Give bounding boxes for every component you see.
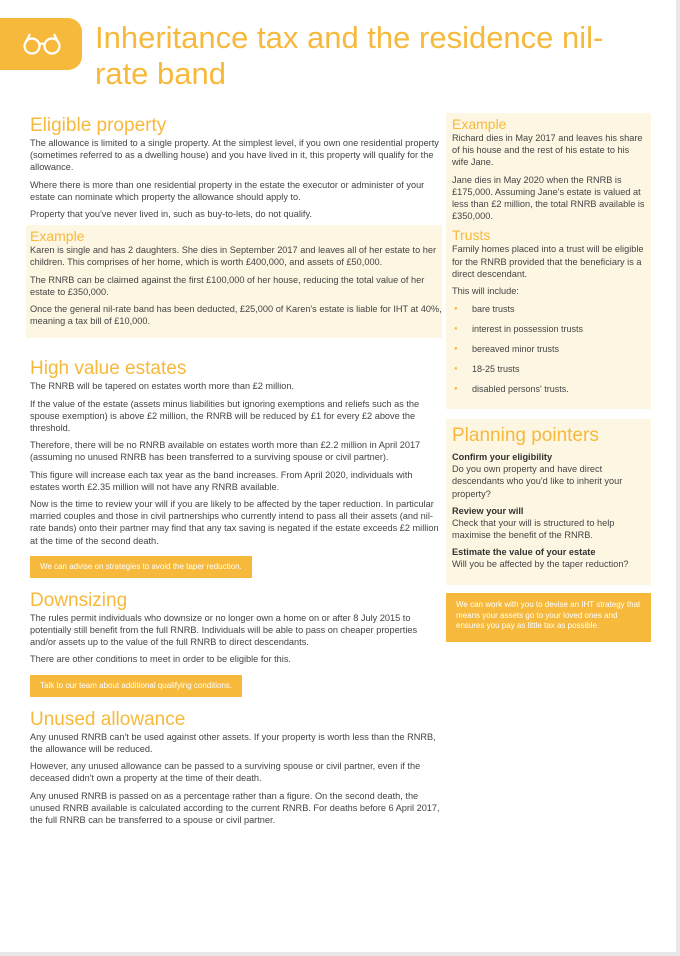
- high-value-p4: This figure will increase each tax year as the band increases. From April 2020, individuals with estates worth £2.35 million will not have any RNRB available.: [30, 469, 413, 492]
- header-tab: [0, 18, 82, 70]
- example1-p2: The RNRB can be claimed against the first £100,000 of her house, reducing the total value of her estate to £350,000.: [30, 274, 425, 297]
- eligible-property-heading: Eligible property: [30, 115, 167, 136]
- trusts-p1: Family homes placed into a trust will be eligible for the RNRB provided that the beneficiary is a direct descendant.: [452, 244, 644, 279]
- glasses-icon: [22, 32, 62, 56]
- pointer-text-estimate: Will you be affected by the taper reduction?: [452, 559, 629, 570]
- example1-p3: Once the general nil-rate band has been deducted, £25,000 of Karen's estate is liable for IHT at 40%, meaning a tax bill of £10,000.: [30, 304, 442, 327]
- left-column: [30, 115, 442, 831]
- example2-p1: Richard dies in May 2017 and leaves his share of his house and the rest of his estate to his wife Jane.: [452, 133, 643, 168]
- downsizing-heading: Downsizing: [30, 589, 128, 611]
- eligible-p3: Property that you've never lived in, such as buy-to-lets, do not qualify.: [30, 209, 312, 220]
- eligible-p2: Where there is more than one residential property in the estate the executor or administer of your estate can nominate which property the allowance should apply to.: [30, 179, 425, 202]
- eligible-p1: The allowance is limited to a single property. At the simplest level, if you own one residential property (sometimes referred to as a dwelling house) and you have lived in it, this property will qualify for the allowance.: [30, 138, 439, 173]
- example-karen-box: [26, 225, 442, 338]
- example-heading: Example: [30, 228, 85, 245]
- planning-pointers-heading: Planning pointers: [452, 425, 599, 447]
- unused-p2: However, any unused allowance can be passed to a surviving spouse or civil partner, even if the deceased didn't own a property at the time of their death.: [30, 761, 421, 784]
- right-column: [446, 113, 651, 642]
- pointer-heading-estimate: Estimate the value of your estate: [452, 547, 596, 558]
- iht-strategy-callout: We can work with you to devise an IHT strategy that means your assets go to your loved ones and ensures you pay as little tax as possible.: [446, 593, 651, 642]
- eligible-property-section: [30, 115, 442, 220]
- unused-allowance-section: [30, 709, 442, 826]
- taper-advice-callout: We can advise on strategies to avoid the taper reduction.: [30, 556, 252, 578]
- list-item: ● disabled persons' trusts.: [452, 379, 645, 399]
- trusts-list: [452, 299, 645, 399]
- downsizing-section: [30, 590, 442, 709]
- high-value-estates-section: [30, 358, 442, 589]
- qualifying-conditions-callout: Talk to our team about additional qualifying conditions.: [30, 675, 242, 697]
- downsizing-p2: There are other conditions to meet in order to be eligible for this.: [30, 654, 291, 665]
- page-edge-bottom: [0, 952, 680, 956]
- sidebar-box: [446, 113, 651, 409]
- list-item: ● 18-25 trusts: [452, 359, 645, 379]
- pointer-text-eligibility: Do you own property and have direct descendants who you'd like to inherit your property?: [452, 464, 623, 499]
- high-value-p1: The RNRB will be tapered on estates worth more than £2 million.: [30, 381, 295, 392]
- unused-p1: Any unused RNRB can't be used against other assets. If your property is worth less than the RNRB, the allowance will be reduced.: [30, 731, 436, 754]
- list-item: ● bare trusts: [452, 299, 645, 319]
- example2-heading: Example: [452, 116, 507, 132]
- trusts-p2: This will include:: [452, 286, 519, 297]
- high-value-p5: Now is the time to review your will if you are likely to be affected by the taper reduction. In particular married couples and those in civil partnerships who currently intend to pass all their assets (and nil-rate bands) onto their partner may find that any tax saving is negated if the estate exceeds £2 million at the time of the second death.: [30, 499, 439, 546]
- list-item: ● interest in possession trusts: [452, 319, 645, 339]
- high-value-p2: If the value of the estate (assets minus liabilities but ignoring exemptions and reliefs such as the spouse exemption) is above £2 million, the RNRB will be reduced by £1 for every £2 above the threshold.: [30, 398, 420, 434]
- unused-allowance-heading: Unused allowance: [30, 708, 186, 730]
- unused-p3: Any unused RNRB is passed on as a percentage rather than a figure. On the second death, the unused RNRB available is calculated according to the current RNRB. For deaths before 6 April 2017, the full RNRB can be transferred to a spouse or civil partner.: [30, 790, 440, 825]
- pointer-heading-review-will: Review your will: [452, 505, 524, 516]
- trusts-heading: Trusts: [452, 227, 491, 244]
- page-edge-right: [676, 0, 680, 956]
- high-value-heading: High value estates: [30, 358, 187, 380]
- high-value-p3: Therefore, there will be no RNRB available on estates worth more than £2.2 million in April 2017 (assuming no unused RNRB has been transferred to a surviving spouse or civil partner).: [30, 440, 421, 463]
- downsizing-p1: The rules permit individuals who downsize or no longer own a home on or after 8 July 2015 to potentially still benefit from the full RNRB. Individuals will be able to pass on cheaper properties and/or assets up to the value of the full RNRB to direct descendants.: [30, 612, 418, 648]
- page-title: Inheritance tax and the residence nil-rate band: [95, 20, 604, 91]
- pointer-heading-eligibility: Confirm your eligibility: [452, 452, 553, 463]
- example1-p1: Karen is single and has 2 daughters. She dies in September 2017 and leaves all of her estate to her children. This comprises of her home, which is worth £400,000, and assets of £50,000.: [30, 245, 437, 268]
- planning-pointers-box: [446, 419, 651, 585]
- list-item: ● bereaved minor trusts: [452, 339, 645, 359]
- example2-p2: Jane dies in May 2020 when the RNRB is £175,000. Assuming Jane's estate is valued at less than £2 million, the total RNRB available is £350,000.: [452, 174, 645, 222]
- pointer-text-review-will: Check that your will is structured to help maximise the benefit of the RNRB.: [452, 517, 615, 541]
